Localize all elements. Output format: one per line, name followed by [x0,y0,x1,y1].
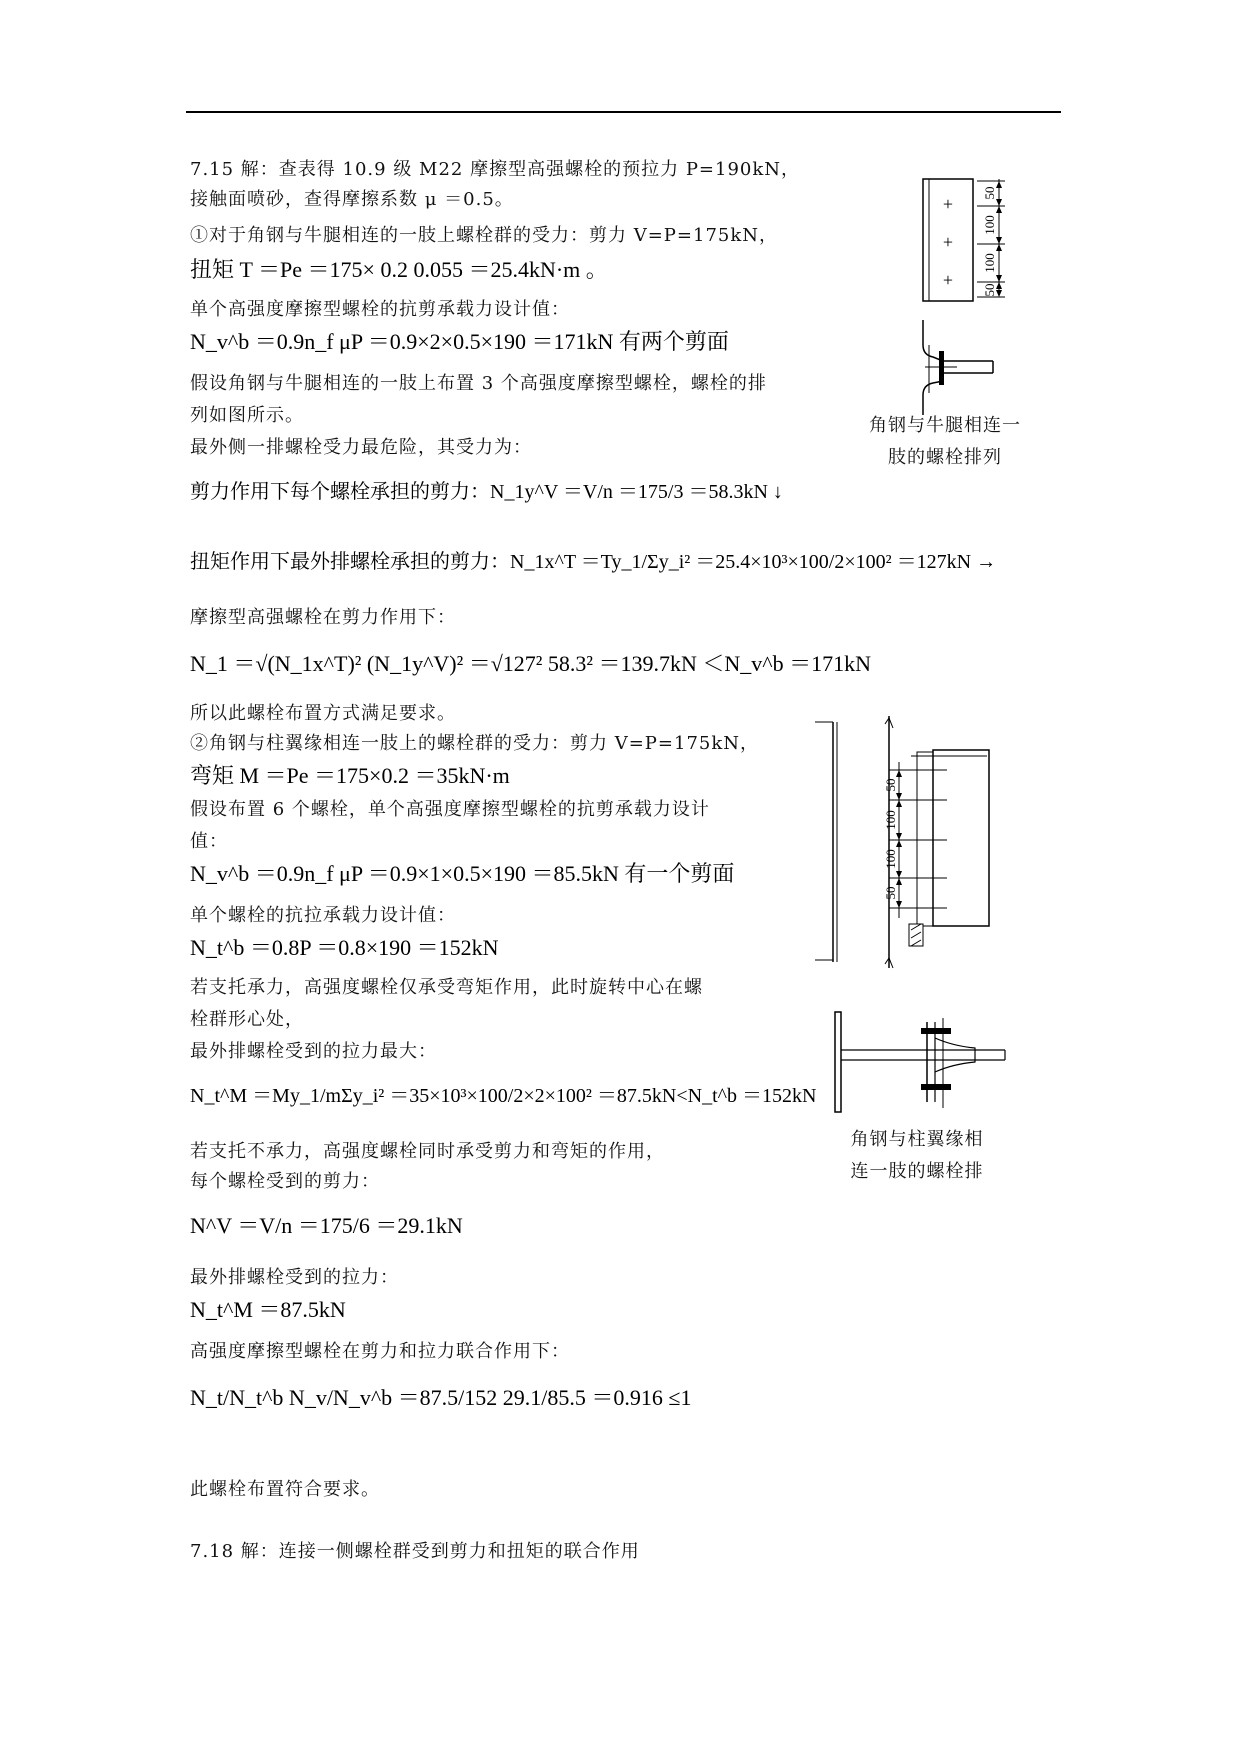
bolt-mark: + [942,232,954,252]
text-line: 单个螺栓的抗拉承载力设计值： [190,905,456,926]
equation: N^V ＝V/n ＝175/6 ＝29.1kN [190,1213,463,1238]
text-line: 若支托不承力，高强度螺栓同时承受剪力和弯矩的作用， [190,1141,665,1162]
figure-caption: 连一肢的螺栓排 [850,1161,984,1182]
equation: 剪力作用下每个螺栓承担的剪力：N_1y^V ＝V/n ＝175/3 ＝58.3kN ↓ [190,481,783,503]
text-line: 7.18 解：连接一侧螺栓群受到剪力和扭矩的联合作用 [190,1541,640,1562]
text-line: ②角钢与柱翼缘相连一肢上的螺栓群的受力：剪力 V=P=175kN， [190,733,760,754]
dim-label: 50 [883,886,898,900]
text-line: 高强度摩擦型螺栓在剪力和拉力联合作用下： [190,1341,570,1362]
text-line: 接触面喷砂，查得摩擦系数 μ ＝0.5。 [190,189,514,210]
text-line: ①对于角钢与牛腿相连的一肢上螺栓群的受力：剪力 V=P=175kN， [190,225,779,246]
text-line: 最外排螺栓受到的拉力： [190,1267,399,1288]
text-line: 此螺栓布置符合要求。 [190,1479,380,1500]
text-line: 最外排螺栓受到的拉力最大： [190,1041,437,1062]
dim-label: 50 [982,283,997,297]
text-line: 最外侧一排螺栓受力最危险，其受力为： [190,437,532,458]
dim-label: 50 [883,778,898,792]
figure-caption: 角钢与柱翼缘相 [850,1129,984,1150]
dim-label: 100 [883,810,898,830]
equation: N_v^b ＝0.9n_f μP ＝0.9×2×0.5×190 ＝171kN 有两个剪面 [190,329,729,354]
equation: N_t^b ＝0.8P ＝0.8×190 ＝152kN [190,935,499,960]
figure-caption: 肢的螺栓排列 [888,447,1002,468]
text-line: 值： [190,831,228,852]
text-line: 单个高强度摩擦型螺栓的抗剪承载力设计值： [190,299,570,320]
text-line: 所以此螺栓布置方式满足要求。 [190,703,456,724]
bolt-mark: + [942,270,954,290]
dim-label: 100 [982,215,997,235]
flange-section-figure [835,1008,1015,1118]
bolt-layout-figure-2 [815,712,1015,972]
header-rule [186,111,1061,113]
text-line: 每个螺栓受到的剪力： [190,1171,380,1192]
text-line: 假设角钢与牛腿相连的一肢上布置 3 个高强度摩擦型螺栓，螺栓的排 [190,373,767,394]
equation: N_t^M ＝My_1/mΣy_i² ＝35×10³×100/2×2×100² ＝87.5kN<N_t^b ＝152kN [190,1085,817,1107]
text-line: 7.15 解：查表得 10.9 级 M22 摩擦型高强螺栓的预拉力 P=190kN， [190,159,801,180]
equation: 弯矩 M ＝Pe ＝175×0.2 ＝35kN·m [190,763,510,788]
text-line: 摩擦型高强螺栓在剪力作用下： [190,607,456,628]
bolt-mark: + [942,194,954,214]
equation: 扭矩 T ＝Pe ＝175× 0.2 0.055 ＝25.4kN·m 。 [190,257,608,282]
dim-label: 100 [982,253,997,273]
equation: N_t^M ＝87.5kN [190,1297,346,1322]
text-line: 栓群形心处， [190,1009,304,1030]
text-line: 若支托承力，高强度螺栓仅承受弯矩作用，此时旋转中心在螺 [190,977,703,998]
dim-label: 100 [883,849,898,869]
text-line: 列如图所示。 [190,405,304,426]
text-line: 假设布置 6 个螺栓，单个高强度摩擦型螺栓的抗剪承载力设计 [190,799,710,820]
dim-label: 50 [982,186,997,200]
bolt-layout-figure-1 [905,175,1045,435]
equation: 扭矩作用下最外排螺栓承担的剪力：N_1x^T ＝Ty_1/Σy_i² ＝25.4×10³×100/2×100² ＝127kN → [190,551,997,573]
figure-caption: 角钢与牛腿相连一 [869,415,1021,436]
equation: N_1 ＝√(N_1x^T)² (N_1y^V)² ＝√127² 58.3² ＝139.7kN ＜N_v^b ＝171kN [190,651,871,676]
equation: N_v^b ＝0.9n_f μP ＝0.9×1×0.5×190 ＝85.5kN 有一个剪面 [190,861,735,886]
equation: N_t/N_t^b N_v/N_v^b ＝87.5/152 29.1/85.5 ＝0.916 ≤1 [190,1385,692,1410]
